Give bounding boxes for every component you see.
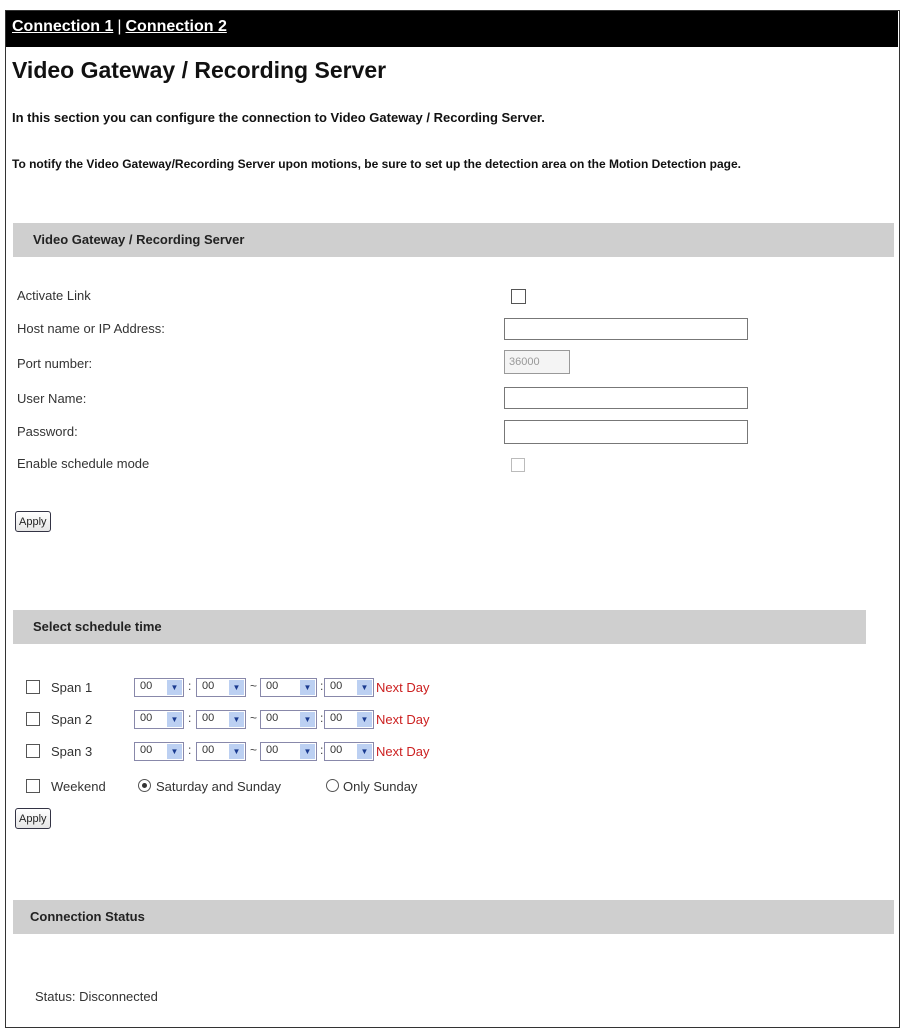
span-1-checkbox[interactable] bbox=[26, 680, 40, 694]
server-section-title: Video Gateway / Recording Server bbox=[33, 232, 245, 247]
chevron-down-icon: ▼ bbox=[300, 744, 315, 759]
server-section-header bbox=[13, 223, 894, 257]
span-1-start-hour-select[interactable]: 00 ▼ bbox=[134, 678, 184, 697]
activate-link-checkbox[interactable] bbox=[511, 289, 526, 304]
server-apply-button[interactable]: Apply bbox=[15, 511, 51, 532]
schedule-mode-label: Enable schedule mode bbox=[17, 456, 150, 471]
span-2-label: Span 2 bbox=[51, 712, 93, 727]
span-1-end-hour-select[interactable]: 00 ▼ bbox=[260, 678, 317, 697]
chevron-down-icon: ▼ bbox=[167, 680, 182, 695]
span-3-next-day: Next Day bbox=[376, 744, 430, 759]
span-3-end-hour-select[interactable]: 00 ▼ bbox=[260, 742, 317, 761]
radio-selected-dot bbox=[142, 783, 147, 788]
motion-note-text: To notify the Video Gateway/Recording Server upon motions, be sure to set up the detection area on the Motion Detection page. bbox=[12, 157, 741, 171]
span-2-next-day: Next Day bbox=[376, 712, 430, 727]
chevron-down-icon: ▼ bbox=[300, 680, 315, 695]
weekend-sat-sun-radio[interactable] bbox=[138, 779, 151, 792]
schedule-mode-checkbox[interactable] bbox=[511, 458, 525, 472]
host-label: Host name or IP Address: bbox=[17, 321, 165, 336]
span-1-label: Span 1 bbox=[51, 680, 93, 695]
weekend-only-sunday-label: Only Sunday bbox=[343, 779, 418, 794]
span-3-label: Span 3 bbox=[51, 744, 93, 759]
status-section-title: Connection Status bbox=[30, 909, 145, 924]
connection-1-link[interactable]: Connection 1 bbox=[12, 18, 114, 35]
chevron-down-icon: ▼ bbox=[229, 744, 244, 759]
span-3-checkbox[interactable] bbox=[26, 744, 40, 758]
connection-2-link[interactable]: Connection 2 bbox=[125, 18, 227, 35]
activate-link-label: Activate Link bbox=[17, 288, 91, 303]
connection-nav-bar bbox=[6, 11, 898, 47]
span-2-start-hour-select[interactable]: 00 ▼ bbox=[134, 710, 184, 729]
host-input[interactable] bbox=[504, 318, 748, 340]
weekend-only-sunday-radio[interactable] bbox=[326, 779, 339, 792]
connection-status-text: Status: Disconnected bbox=[35, 989, 158, 1004]
username-label: User Name: bbox=[17, 391, 87, 406]
span-2-end-minute-select[interactable]: 00 ▼ bbox=[324, 710, 374, 729]
schedule-section-header bbox=[13, 610, 866, 644]
chevron-down-icon: ▼ bbox=[167, 744, 182, 759]
span-1-end-minute-select[interactable]: 00 ▼ bbox=[324, 678, 374, 697]
span-2-end-hour-select[interactable]: 00 ▼ bbox=[260, 710, 317, 729]
span-1-next-day: Next Day bbox=[376, 680, 430, 695]
span-1-start-minute-select[interactable]: 00 ▼ bbox=[196, 678, 246, 697]
chevron-down-icon: ▼ bbox=[229, 712, 244, 727]
chevron-down-icon: ▼ bbox=[357, 744, 372, 759]
username-input[interactable] bbox=[504, 387, 748, 409]
span-3-start-hour-select[interactable]: 00 ▼ bbox=[134, 742, 184, 761]
chevron-down-icon: ▼ bbox=[357, 712, 372, 727]
intro-text: In this section you can configure the connection to Video Gateway / Recording Server. bbox=[12, 110, 545, 125]
password-input[interactable] bbox=[504, 420, 748, 444]
nav-separator: | bbox=[117, 18, 122, 35]
weekend-sat-sun-label: Saturday and Sunday bbox=[156, 779, 282, 794]
chevron-down-icon: ▼ bbox=[229, 680, 244, 695]
chevron-down-icon: ▼ bbox=[300, 712, 315, 727]
status-section-header bbox=[13, 900, 894, 934]
weekend-row bbox=[26, 775, 486, 797]
weekend-label: Weekend bbox=[51, 779, 106, 794]
port-input[interactable] bbox=[504, 350, 570, 374]
weekend-checkbox[interactable] bbox=[26, 779, 40, 793]
span-3-end-minute-select[interactable]: 00 ▼ bbox=[324, 742, 374, 761]
chevron-down-icon: ▼ bbox=[167, 712, 182, 727]
span-2-start-minute-select[interactable]: 00 ▼ bbox=[196, 710, 246, 729]
schedule-section-title: Select schedule time bbox=[33, 619, 162, 634]
schedule-apply-button[interactable]: Apply bbox=[15, 808, 51, 829]
chevron-down-icon: ▼ bbox=[357, 680, 372, 695]
span-3-start-minute-select[interactable]: 00 ▼ bbox=[196, 742, 246, 761]
span-2-checkbox[interactable] bbox=[26, 712, 40, 726]
password-label: Password: bbox=[17, 424, 78, 439]
page-title: Video Gateway / Recording Server bbox=[12, 57, 387, 83]
port-label: Port number: bbox=[17, 356, 93, 371]
